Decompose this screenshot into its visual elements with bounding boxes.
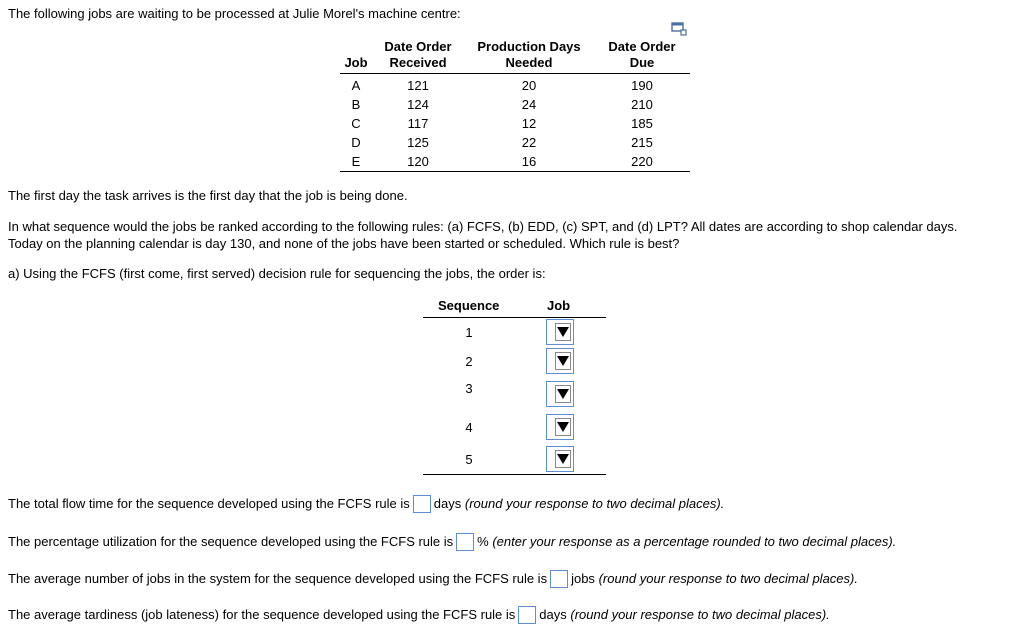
cell-production: 24 xyxy=(521,97,537,112)
dropdown-arrow-icon xyxy=(557,356,569,366)
avg-jobs-question xyxy=(8,570,858,588)
cell-received: 125 xyxy=(407,135,429,150)
header-job: Job xyxy=(340,39,372,74)
header-sequence: Sequence xyxy=(438,298,500,313)
cell-due: 190 xyxy=(631,78,653,93)
jobs-table-header xyxy=(340,39,690,74)
flow-time-hint: (round your response to two decimal places). xyxy=(464,496,725,511)
avg-jobs-prefix: The average number of jobs in the system for the sequence developed using the FCFS rule is xyxy=(8,571,548,586)
header-date-due: Date Order Due xyxy=(594,39,690,74)
utilization-prefix: The percentage utilization for the sequence developed using the FCFS rule is xyxy=(8,534,454,549)
part-a-prompt: a) Using the FCFS (first come, first served) decision rule for sequencing the jobs, the order is: xyxy=(8,266,546,281)
dropdown-arrow-icon xyxy=(557,454,569,464)
sequence-number: 2 xyxy=(465,354,473,369)
tardiness-unit: days xyxy=(539,607,567,622)
header-production-days: Production Days Needed xyxy=(464,39,594,74)
flow-time-prefix: The total flow time for the sequence developed using the FCFS rule is xyxy=(8,496,410,511)
table-row xyxy=(340,133,690,152)
cell-production: 16 xyxy=(521,154,537,169)
sequence-number: 4 xyxy=(465,420,473,435)
cell-received: 117 xyxy=(407,116,429,131)
utilization-hint: (enter your response as a percentage rounded to two decimal places). xyxy=(492,534,897,549)
tardiness-input[interactable] xyxy=(518,606,536,624)
cell-job: C xyxy=(351,116,361,131)
header-job: Job xyxy=(547,298,571,313)
cell-received: 121 xyxy=(407,78,429,93)
job-dropdown-1[interactable] xyxy=(546,319,574,345)
sequence-table-bottom-rule xyxy=(423,474,606,475)
job-dropdown-5[interactable] xyxy=(546,446,574,472)
copy-icon[interactable] xyxy=(671,21,687,37)
cell-job: D xyxy=(351,135,361,150)
job-dropdown-2[interactable] xyxy=(546,348,574,374)
table-row xyxy=(340,152,690,172)
utilization-question xyxy=(8,533,896,551)
dropdown-arrow-icon xyxy=(557,422,569,432)
cell-job: E xyxy=(351,154,361,169)
dropdown-arrow-icon xyxy=(557,327,569,337)
job-dropdown-3[interactable] xyxy=(546,381,574,407)
utilization-unit: % xyxy=(477,534,489,549)
question-line-1: In what sequence would the jobs be ranked according to the following rules: (a) FCFS, (b) EDD, (c) SPT, and (d) LPT? All dates are according to shop calendar days. xyxy=(8,219,958,234)
cell-job: B xyxy=(351,97,361,112)
jobs-table xyxy=(340,39,690,172)
flow-time-unit: days xyxy=(433,496,462,511)
cell-job: A xyxy=(351,78,361,93)
question-line-2: Today on the planning calendar is day 130, and none of the jobs have been started or scheduled. Which rule is best? xyxy=(8,236,680,251)
cell-production: 20 xyxy=(521,78,537,93)
sequence-number: 1 xyxy=(465,325,473,340)
flow-time-question xyxy=(8,495,724,513)
sequence-table xyxy=(423,297,606,467)
header-date-received: Date Order Received xyxy=(372,39,464,74)
table-row xyxy=(340,95,690,114)
job-dropdown-4[interactable] xyxy=(546,414,574,440)
table-row xyxy=(340,114,690,133)
cell-due: 220 xyxy=(631,154,653,169)
avg-jobs-hint: (round your response to two decimal places). xyxy=(598,571,858,586)
first-day-note: The first day the task arrives is the first day that the job is being done. xyxy=(8,188,408,203)
cell-production: 22 xyxy=(521,135,537,150)
intro-text: The following jobs are waiting to be processed at Julie Morel's machine centre: xyxy=(8,6,461,21)
cell-production: 12 xyxy=(521,116,537,131)
sequence-table-header xyxy=(423,297,606,318)
utilization-input[interactable] xyxy=(456,533,474,551)
cell-due: 215 xyxy=(631,135,653,150)
cell-received: 120 xyxy=(407,154,429,169)
flow-time-input[interactable] xyxy=(413,495,431,513)
table-row xyxy=(340,74,690,96)
cell-due: 210 xyxy=(631,97,653,112)
cell-received: 124 xyxy=(407,97,429,112)
tardiness-question xyxy=(8,606,830,624)
cell-due: 185 xyxy=(631,116,653,131)
tardiness-prefix: The average tardiness (job lateness) for the sequence developed using the FCFS rule is xyxy=(8,607,516,622)
avg-jobs-unit: jobs xyxy=(571,571,595,586)
tardiness-hint: (round your response to two decimal places). xyxy=(570,607,830,622)
avg-jobs-input[interactable] xyxy=(550,570,568,588)
sequence-number: 5 xyxy=(465,452,473,467)
dropdown-arrow-icon xyxy=(557,389,569,399)
sequence-number: 3 xyxy=(465,381,473,396)
